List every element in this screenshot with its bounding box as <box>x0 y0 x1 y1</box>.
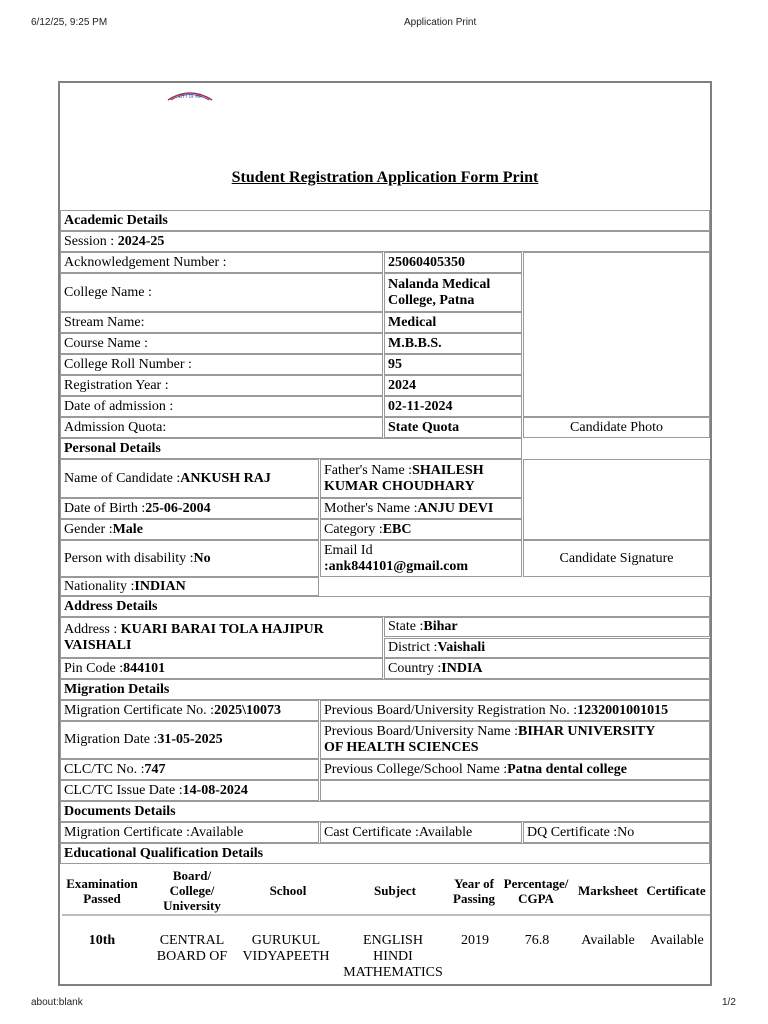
father-name-row <box>320 459 522 498</box>
session-value: 2024-25 <box>117 233 165 249</box>
prev-reg-no-label: Previous Board/University Registration No. : <box>324 702 578 718</box>
candidate-signature-label: Candidate Signature <box>523 540 710 577</box>
mother-name-row <box>320 498 522 519</box>
clc-no-label: CLC/TC No. : <box>64 761 145 777</box>
edu-exam: 10th <box>88 933 116 948</box>
edu-certificate: Available <box>650 933 704 948</box>
pin-row <box>60 658 383 679</box>
ack-value: 25060405350 <box>384 252 522 273</box>
father-name-value-line2: KUMAR CHOUDHARY <box>324 478 475 494</box>
dob-label: Date of Birth : <box>64 500 146 516</box>
gender-label: Gender : <box>64 521 113 537</box>
edu-subject-line3: MATHEMATICS <box>343 965 443 980</box>
col-board-line2: College/ <box>169 883 215 898</box>
ack-label: Acknowledgement Number : <box>60 252 383 273</box>
state-row <box>384 617 710 637</box>
edu-board-line1: CENTRAL <box>159 933 225 948</box>
migration-details-heading: Migration Details <box>60 679 710 700</box>
course-label: Course Name : <box>60 333 383 354</box>
nationality-value: INDIAN <box>134 578 186 594</box>
candidate-photo-box <box>523 252 710 417</box>
cast-cert-status: Cast Certificate :Available <box>320 822 522 843</box>
col-year-line1: Year of <box>454 876 494 891</box>
prev-reg-no-row <box>320 700 710 721</box>
col-certificate: Certificate <box>646 883 706 898</box>
address-value-line2: VAISHALI <box>64 637 132 653</box>
session-row <box>60 231 710 252</box>
col-school: School <box>269 883 307 898</box>
migration-cert-no-label: Migration Certificate No. : <box>64 702 215 718</box>
migration-date-value: 31-05-2025 <box>157 732 223 747</box>
col-year-line2: Passing <box>453 891 495 906</box>
clc-date-row <box>60 780 319 801</box>
category-label: Category : <box>324 521 383 537</box>
clc-date-label: CLC/TC Issue Date : <box>64 782 183 798</box>
col-percentage <box>500 876 572 906</box>
quota-value: State Quota <box>384 417 522 438</box>
address-label: Address : <box>64 621 121 637</box>
col-marksheet: Marksheet <box>578 883 638 898</box>
print-page-number: 1/2 <box>722 997 736 1008</box>
stream-value: Medical <box>384 312 522 333</box>
prev-college-row <box>320 759 710 780</box>
documents-details-heading: Documents Details <box>60 801 710 822</box>
personal-details-heading: Personal Details <box>60 438 522 459</box>
prev-college-value: Patna dental college <box>507 761 627 777</box>
doa-value: 02-11-2024 <box>384 396 522 417</box>
clc-no-value: 747 <box>144 761 166 777</box>
col-board-line1: Board/ <box>172 868 212 883</box>
migration-cert-status: Migration Certificate :Available <box>60 822 319 843</box>
edu-subject-line2: HINDI <box>373 949 413 964</box>
quota-label: Admission Quota: <box>60 417 383 438</box>
col-board <box>146 868 238 913</box>
print-datetime: 6/12/25, 9:25 PM <box>31 17 108 28</box>
col-exam-line2: Passed <box>83 891 121 906</box>
col-pct-line2: CGPA <box>518 891 554 906</box>
clc-no-row <box>60 759 319 780</box>
session-label: Session : <box>64 233 115 249</box>
state-value: Bihar <box>423 619 458 634</box>
migration-date-row <box>60 721 319 759</box>
clc-date-empty-cell <box>320 780 710 801</box>
candidate-name-row <box>60 459 319 498</box>
country-label: Country : <box>388 660 442 676</box>
education-details-heading: Educational Qualification Details <box>60 843 710 864</box>
migration-cert-no-row <box>60 700 319 721</box>
prev-reg-no-value: 1232001001015 <box>577 702 669 718</box>
reg-year-label: Registration Year : <box>60 375 383 396</box>
nationality-row <box>60 577 319 596</box>
university-seal-icon <box>166 88 214 107</box>
print-url: about:blank <box>31 997 83 1008</box>
print-page-title: Application Print <box>404 17 477 28</box>
address-value-line1: KUARI BARAI TOLA HAJIPUR <box>120 621 324 637</box>
prev-university-row <box>320 721 710 759</box>
candidate-signature-box <box>523 459 710 540</box>
father-name-value-line1: SHAILESH <box>412 462 484 478</box>
reg-year-value: 2024 <box>384 375 522 396</box>
college-value-line2: College, Patna <box>388 292 475 308</box>
father-name-label: Father's Name : <box>324 462 413 478</box>
col-exam-passed <box>60 876 144 906</box>
seal-text: CITY OF MA <box>178 94 202 99</box>
clc-date-value: 14-08-2024 <box>182 782 248 798</box>
state-label: State : <box>388 619 424 634</box>
country-value: INDIA <box>441 660 483 676</box>
dob-row <box>60 498 319 519</box>
pwd-label: Person with disability : <box>64 550 194 566</box>
col-year <box>446 876 502 906</box>
migration-date-label: Migration Date : <box>64 732 158 747</box>
email-row <box>320 540 522 577</box>
gender-row <box>60 519 319 540</box>
doa-label: Date of admission : <box>60 396 383 417</box>
prev-college-label: Previous College/School Name : <box>324 761 508 777</box>
candidate-name-label: Name of Candidate : <box>64 470 181 486</box>
country-row <box>384 658 710 679</box>
dob-value: 25-06-2004 <box>145 500 211 516</box>
edu-subject <box>338 933 448 981</box>
col-exam-line1: Examination <box>66 876 138 891</box>
dq-cert-status: DQ Certificate :No <box>523 822 710 843</box>
roll-label: College Roll Number : <box>60 354 383 375</box>
edu-school-line1: GURUKUL <box>251 933 321 948</box>
address-details-heading: Address Details <box>60 596 710 617</box>
candidate-photo-label: Candidate Photo <box>523 417 710 438</box>
col-pct-line1: Percentage/ <box>503 876 569 891</box>
pin-label: Pin Code : <box>64 660 124 676</box>
college-value <box>384 273 522 312</box>
email-label: Email Id <box>324 542 373 558</box>
pin-value: 844101 <box>123 660 166 676</box>
education-header-divider <box>62 914 710 916</box>
migration-cert-no-value: 2025\10073 <box>214 702 281 718</box>
edu-school-line2: VIDYAPEETH <box>242 949 330 964</box>
edu-board-line2: BOARD OF <box>156 949 228 964</box>
nationality-label: Nationality : <box>64 578 135 594</box>
college-value-line1: Nalanda Medical <box>388 276 491 292</box>
form-title: Student Registration Application Form Print <box>231 169 539 186</box>
category-value: EBC <box>382 521 412 537</box>
col-board-line3: University <box>163 898 221 913</box>
college-label: College Name : <box>60 273 383 312</box>
edu-marksheet: Available <box>581 933 635 948</box>
gender-value: Male <box>112 521 143 537</box>
address-row <box>60 617 383 658</box>
mother-name-label: Mother's Name : <box>324 500 418 516</box>
category-row <box>320 519 522 540</box>
prev-university-value-line2: OF HEALTH SCIENCES <box>324 740 479 755</box>
mother-name-value: ANJU DEVI <box>417 500 494 516</box>
district-label: District : <box>388 640 438 655</box>
course-value: M.B.B.S. <box>384 333 522 354</box>
stream-label: Stream Name: <box>60 312 383 333</box>
edu-percentage: 76.8 <box>524 933 550 948</box>
edu-year: 2019 <box>461 933 489 948</box>
email-value: :ank844101@gmail.com <box>324 558 469 574</box>
pwd-value: No <box>193 550 211 566</box>
edu-school <box>238 933 334 965</box>
candidate-name-value: ANKUSH RAJ <box>180 470 271 486</box>
pwd-row <box>60 540 319 577</box>
district-value: Vaishali <box>437 640 486 655</box>
district-row <box>384 638 710 658</box>
registration-form <box>58 81 712 986</box>
prev-university-label: Previous Board/University Name : <box>324 724 519 739</box>
col-subject: Subject <box>374 883 416 898</box>
prev-university-value-line1: BIHAR UNIVERSITY <box>518 724 656 739</box>
edu-board <box>146 933 238 965</box>
edu-subject-line1: ENGLISH <box>363 933 423 948</box>
academic-details-heading: Academic Details <box>60 210 710 231</box>
roll-value: 95 <box>384 354 522 375</box>
